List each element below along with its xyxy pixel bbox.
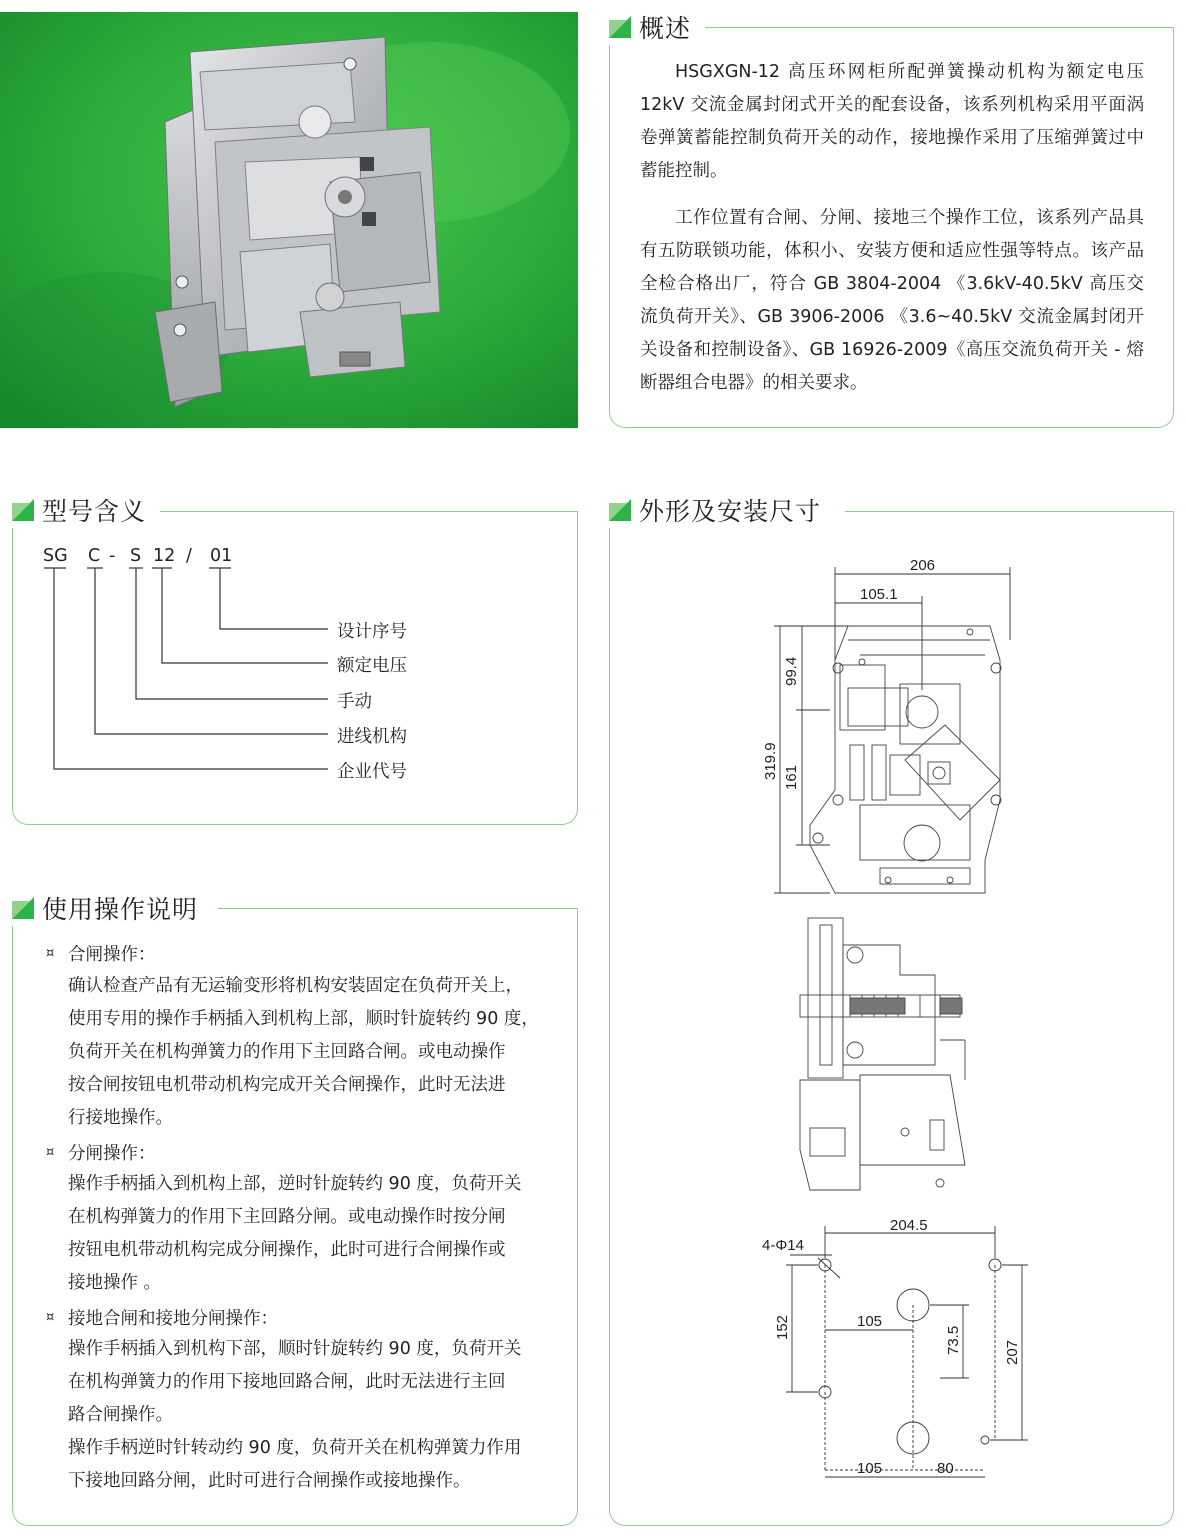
overview-text — [640, 56, 1144, 400]
overview-paragraph-2: 工作位置有合闸、分闸、接地三个操作工位，该系列产品具有五防联锁功能，体积小、安装方便和适应性强等特点。该产品全检合格出厂，符合 GB 3804-2004 《3.6kV-40.5kV 高压交流负荷开关》、GB 3906-2006 《3.6~40.5kV 交流金属封闭开关设备和控制设备》、GB 16926-2009《高压交流负荷开关 - 熔断器组合电器》的相关要求。 — [640, 208, 1144, 393]
dim-front-height-total: 319.9 — [762, 742, 779, 780]
overview-title: 概述 — [639, 14, 692, 43]
text-line: 使用专用的操作手柄插入到机构上部，顺时针旋转约 90 度， — [68, 1009, 539, 1029]
usage-section-close — [46, 941, 156, 966]
model-title: 型号含义 — [42, 497, 147, 526]
model-code-s: S — [130, 546, 142, 566]
bullet-icon: ¤ — [46, 946, 55, 961]
dim-front-width-total: 206 — [910, 557, 936, 574]
model-meaning-design-no: 设计序号 — [337, 622, 407, 642]
model-code-12: 12 — [153, 546, 176, 566]
model-meaning-company: 企业代号 — [337, 762, 407, 782]
model-code-01: 01 — [210, 546, 233, 566]
section-flag-icon — [12, 897, 34, 919]
text-line: 操作手柄逆时针转动约 90 度，负荷开关在机构弹簧力作用 — [68, 1438, 522, 1458]
usage-title: 使用操作说明 — [42, 895, 199, 924]
usage-heading — [12, 890, 212, 926]
text-line: 操作手柄插入到机构下部，顺时针旋转约 90 度，负荷开关 — [68, 1339, 522, 1359]
usage-body-earth — [68, 1333, 521, 1498]
dimensions-heading — [609, 492, 835, 528]
usage-section-earth — [46, 1305, 278, 1330]
text-line: 按合闸按钮电机带动机构完成开关合闸操作，此时无法进 — [68, 1075, 506, 1095]
dim-mount-holes: 4-Φ14 — [762, 1237, 804, 1254]
text-line: 负荷开关在机构弹簧力的作用下主回路合闸。或电动操作 — [68, 1042, 506, 1062]
model-code-dash: - — [109, 546, 116, 566]
usage-heading-open: 分闸操作： — [68, 1144, 156, 1164]
bullet-icon: ¤ — [46, 1310, 55, 1325]
dim-front-height-lower: 161 — [783, 764, 800, 790]
model-meaning-incoming: 进线机构 — [337, 727, 407, 747]
dim-mount-y-mid: 73.5 — [945, 1325, 962, 1355]
usage-body-open — [68, 1168, 521, 1300]
dim-mount-x-bottom-left: 105 — [857, 1460, 883, 1477]
dim-mount-height-right: 207 — [1004, 1339, 1021, 1365]
text-line: 确认检查产品有无运输变形将机构安装固定在负荷开关上， — [68, 976, 523, 996]
dim-mount-height-left: 152 — [774, 1314, 791, 1340]
dimensions-title: 外形及安装尺寸 — [639, 497, 822, 526]
overview-paragraph-1: HSGXGN-12 高压环网柜所配弹簧操动机构为额定电压12kV 交流金属封闭式开关的配套设备，该系列机构采用平面涡卷弹簧蓄能控制负荷开关的动作，接地操作采用了压缩弹簧过中蓄能控制。 — [640, 62, 1144, 181]
model-code-sg: SG — [43, 546, 68, 566]
dim-front-width-half: 105.1 — [860, 586, 898, 603]
usage-heading-close: 合闸操作： — [68, 945, 156, 965]
model-meaning-rated-voltage: 额定电压 — [337, 656, 407, 676]
model-meaning-manual: 手动 — [337, 692, 372, 712]
text-line: 下接地回路分闸，此时可进行合闸操作或接地操作。 — [68, 1471, 471, 1491]
text-line: 路合闸操作。 — [68, 1405, 173, 1425]
dim-mount-x-mid: 105 — [857, 1313, 883, 1330]
dim-mount-x-bottom-right: 80 — [937, 1460, 954, 1477]
text-line: 接地操作 。 — [68, 1273, 162, 1293]
model-leader-lines — [0, 0, 600, 800]
model-code-slash: / — [186, 546, 192, 566]
usage-section-open — [46, 1140, 156, 1165]
overview-heading — [609, 9, 705, 45]
text-line: 在机构弹簧力的作用下主回路分闸。或电动操作时按分闸 — [68, 1207, 506, 1227]
usage-heading-earth: 接地合闸和接地分闸操作： — [68, 1309, 278, 1329]
dim-mount-width: 204.5 — [890, 1217, 928, 1234]
text-line: 操作手柄插入到机构上部，逆时针旋转约 90 度，负荷开关 — [68, 1174, 522, 1194]
text-line: 按钮电机带动机构完成分闸操作，此时可进行合闸操作或 — [68, 1240, 506, 1260]
usage-body-close — [68, 970, 539, 1135]
text-line: 在机构弹簧力的作用下接地回路合闸，此时无法进行主回 — [68, 1372, 506, 1392]
text-line: 行接地操作。 — [68, 1108, 173, 1128]
bullet-icon: ¤ — [46, 1145, 55, 1160]
model-code-c: C — [88, 546, 101, 566]
dim-front-height-upper: 99.4 — [783, 656, 800, 686]
section-flag-icon — [609, 499, 631, 521]
dimension-drawing — [609, 540, 1174, 1520]
section-flag-icon — [609, 16, 631, 38]
